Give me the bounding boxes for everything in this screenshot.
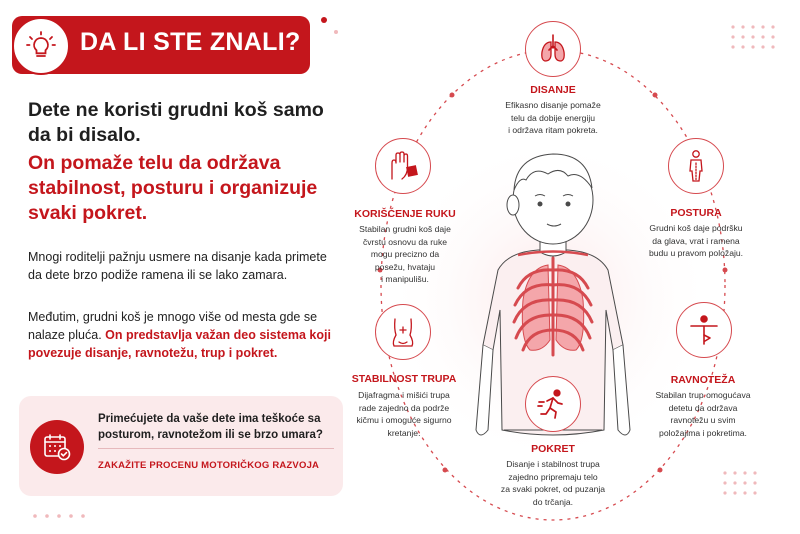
ruke-desc-line: i manipulišu. bbox=[381, 274, 429, 284]
headline-red: On pomaže telu da održava stabilnost, posturu i organizuje svaki pokret. bbox=[28, 152, 318, 224]
pokret-desc-line: do trčanja. bbox=[532, 496, 574, 507]
pokret-desc bbox=[486, 458, 620, 508]
ravnoteza-desc-line: položajima i pokretima. bbox=[659, 427, 747, 438]
paragraph-2-red: On predstavlja važan deo sistema koji povezuje disanje, ravnotežu, trup i pokret. bbox=[28, 328, 331, 360]
stabilnost-desc-line: rade zajedno da podrže bbox=[358, 402, 450, 413]
stabilnost-desc bbox=[336, 389, 472, 439]
stabilnost-desc-line: kretanje. bbox=[387, 427, 421, 438]
ruke-desc-line: posežu, hvataju bbox=[374, 261, 436, 272]
postura-icon-circle bbox=[668, 138, 724, 194]
ravnoteza-desc bbox=[639, 389, 767, 439]
pokret-icon-circle bbox=[525, 376, 581, 432]
pokret-desc-line: Disanje i stabilnost trupa bbox=[506, 459, 600, 469]
ruke-desc bbox=[340, 223, 470, 286]
standing-person-icon bbox=[681, 149, 711, 183]
pokret-label: POKRET bbox=[531, 443, 575, 455]
paragraph-1: Mnogi roditelji pažnju usmere na disanje kada primete da dete brzo podiže ramena ili se lako zamara. bbox=[28, 250, 327, 282]
stabilnost-icon-circle bbox=[375, 304, 431, 360]
postura-label: POSTURA bbox=[670, 207, 722, 219]
ruke-desc-line: čvrstu osnovu da ruke bbox=[362, 236, 448, 247]
running-person-icon bbox=[536, 387, 570, 421]
disanje-desc-line: Efikasno disanje pomaže bbox=[505, 100, 601, 110]
balance-person-icon bbox=[687, 313, 721, 347]
cta-link[interactable]: ZAKAŽITE PROCENU MOTORIČKOG RAZVOJA bbox=[98, 460, 320, 471]
ravnoteza-icon-circle bbox=[676, 302, 732, 358]
torso-icon bbox=[386, 315, 420, 349]
disanje-icon-circle bbox=[525, 21, 581, 77]
postura-desc-line: da glava, vrat i ramena bbox=[652, 235, 740, 246]
ruke-icon-circle bbox=[375, 138, 431, 194]
cta-text: Primećujete da vaše dete ima teškoće sa posturom, ravnotežom ili se brzo umara? bbox=[98, 413, 323, 441]
hand-block-icon bbox=[386, 149, 420, 183]
lungs-icon bbox=[536, 32, 570, 66]
ruke-label: KORIŠĆENJE RUKU bbox=[354, 208, 456, 220]
paragraph-2-plain: Međutim, grudni koš je mnogo više od mesta gde se nalaze pluća. bbox=[28, 310, 318, 342]
ruke-desc-line: Stabilan grudni koš daje bbox=[359, 224, 451, 234]
postura-desc-line: budu u pravom položaju. bbox=[648, 248, 744, 258]
postura-desc bbox=[631, 222, 761, 260]
disanje-label: DISANJE bbox=[530, 84, 576, 96]
disanje-desc-line: telu da dobije energiju bbox=[510, 112, 596, 123]
pokret-desc-line: zajedno pripremaju telo bbox=[508, 471, 598, 482]
ruke-desc-line: mogu precizno da bbox=[370, 249, 440, 259]
banner-title: DA LI STE ZNALI? bbox=[80, 28, 301, 56]
ravnoteza-label: RAVNOTEŽA bbox=[670, 374, 736, 386]
ravnoteza-desc-line: ravnotežu u svim bbox=[670, 415, 736, 425]
headline-dark: Dete ne koristi grudni koš samo da bi disalo. bbox=[28, 99, 324, 146]
stabilnost-desc-line: Dijafragma i mišići trupa bbox=[358, 390, 450, 400]
stabilnost-desc-line: kičmu i omoguće sigurno bbox=[356, 415, 452, 425]
disanje-desc bbox=[488, 99, 618, 137]
pokret-desc-line: za svaki pokret, od puzanja bbox=[500, 484, 606, 494]
postura-desc-line: Grudni koš daje podršku bbox=[649, 223, 743, 233]
stabilnost-label: STABILNOST TRUPA bbox=[351, 373, 457, 385]
disanje-desc-line: i održava ritam pokreta. bbox=[508, 125, 598, 135]
ravnoteza-desc-line: detetu da održava bbox=[668, 402, 738, 413]
ravnoteza-desc-line: Stabilan trup omogućava bbox=[655, 390, 751, 400]
